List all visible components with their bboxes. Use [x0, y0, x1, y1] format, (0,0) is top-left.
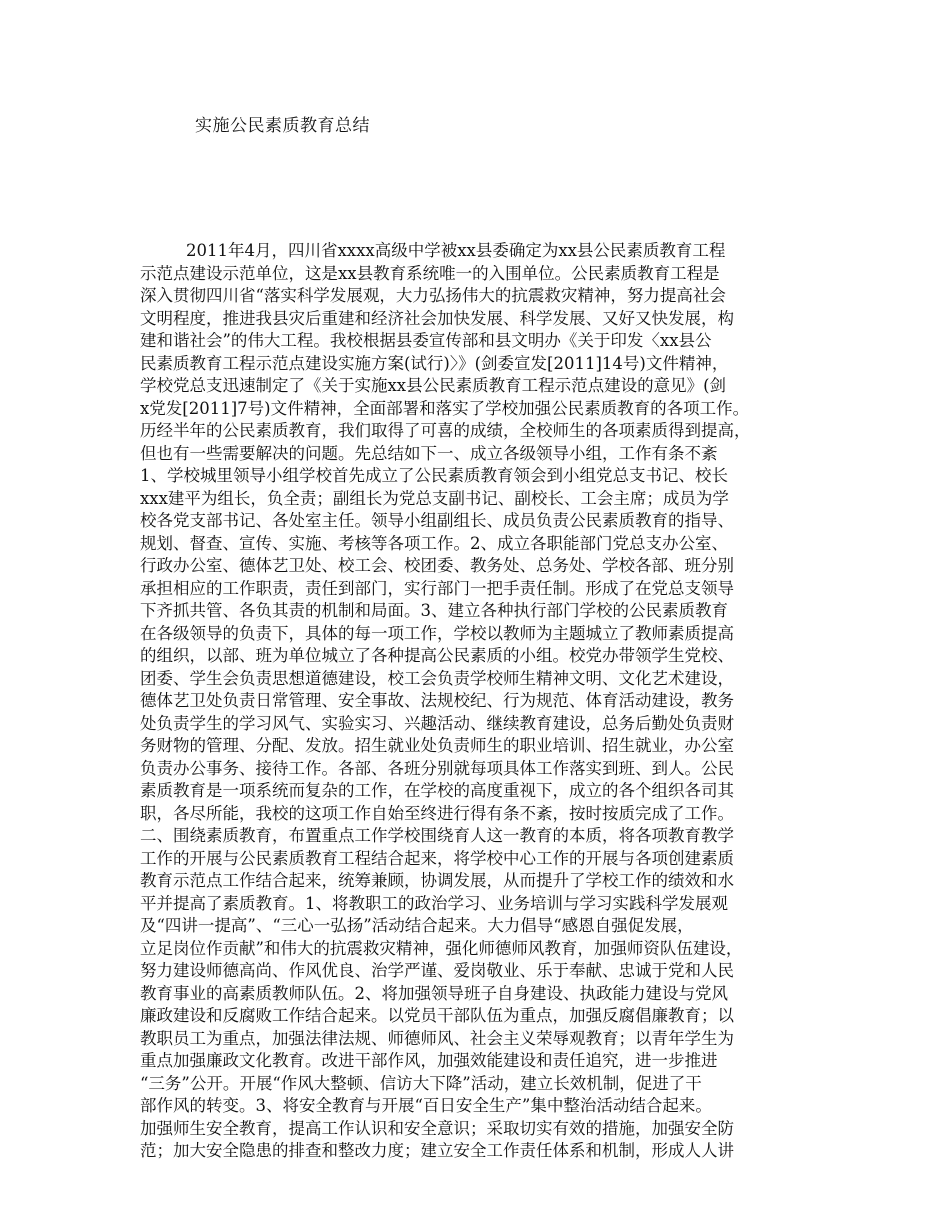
body-text-line: 示范点建设示范单位，这是xx县教育系统唯一的入围单位。公民素质教育工程是 [140, 263, 720, 283]
body-text-line: 在各级领导的负责下，具体的每一项工作，学校以教师为主题城立了教师素质提高 [140, 623, 734, 643]
body-text-line: 及“四讲一提高”、“三心一弘扬”活动结合起来。大力倡导“感恩自强促发展， [140, 916, 694, 935]
document-title: 实施公民素质教育总结 [195, 116, 370, 136]
body-text-line: 但也有一些需要解决的问题。先总结如下一、成立各级领导小组，工作有条不紊 [140, 443, 718, 463]
body-text-line: 民素质教育工程示范点建设实施方案(试行)〉》(剑委宣发[2011]14号)文件精神， [140, 353, 729, 373]
body-text-line: 1、学校城里领导小组学校首先成立了公民素质教育领会到小组党总支书记、校长 [140, 466, 728, 485]
body-text-line: 德体艺卫处负责日常管理、安全事故、法规校纪、行为规范、体育活动建设，教务 [140, 691, 734, 710]
body-text-line: 承担相应的工作职责，责任到部门，实行部门一把手责任制。形成了在党总支领导 [140, 578, 734, 598]
body-text-line: 建和谐社会”的伟大工程。我校根据县委宣传部和县文明办《关于印发〈xx县公 [140, 331, 712, 350]
body-text-line: 历经半年的公民素质教育，我们取得了可喜的成绩，全校师生的各项素质得到提高， [140, 421, 751, 440]
body-text-line: 规划、督查、宣传、实施、考核等各项工作。2、成立各职能部门党总支办公室、 [140, 533, 728, 553]
body-text-line: 工作的开展与公民素质教育工程结合起来，将学校中心工作的开展与各项创建素质 [140, 848, 734, 868]
body-text-line: 行政办公室、德体艺卫处、校工会、校团委、教务处、总务处、学校各部、班分别 [140, 556, 734, 575]
body-text-line: 2011年4月，四川省xxxx高级中学被xx县委确定为xx县公民素质教育工程 [186, 241, 726, 260]
body-text-line: 教育示范点工作结合起来，统筹兼顾，协调发展，从而提升了学校工作的绩效和水 [140, 871, 734, 890]
body-text-line: 校各党支部书记、各处室主任。领导小组副组长、成员负责公民素质教育的指导、 [140, 511, 734, 530]
body-text-line: xxx建平为组长，负全责；副组长为党总支副书记、副校长、工会主席；成员为学 [140, 488, 729, 508]
body-text-line: 务财物的管理、分配、发放。招生就业处负责师生的职业培训、招生就业，办公室 [140, 736, 734, 755]
body-text-line: 教职员工为重点，加强法律法规、师德师风、社会主义荣辱观教育；以青年学生为 [140, 1028, 734, 1048]
body-text-line: 负责办公事务、接待工作。各部、各班分别就每项具体工作落实到班、到人。公民 [140, 758, 734, 778]
body-text-line: 平并提高了素质教育。1、将教职工的政治学习、业务培训与学习实践科学发展观 [140, 893, 728, 913]
body-text-line: 文明程度，推进我县灾后重建和经济社会加快发展、科学发展、又好又快发展，构 [140, 308, 734, 328]
body-text-line: 团委、学生会负责思想道德建设，校工会负责学校师生精神文明、文化艺术建设， [140, 668, 734, 688]
body-text-line: 职，各尽所能，我校的这项工作自始至终进行得有条不紊，按时按质完成了工作。 [140, 803, 734, 823]
body-text-line: “三务”公开。开展“作风大整顿、信访大下降”活动，建立长效机制，促进了干 [140, 1073, 702, 1093]
body-text-line: 下齐抓共管、各负其责的机制和局面。3、建立各种执行部门学校的公民素质教育 [140, 601, 728, 620]
body-text-line: 部作风的转变。3、将安全教育与开展“百日安全生产”集中整治活动结合起来。 [140, 1096, 712, 1115]
document-body [140, 240, 830, 1163]
body-text-line: 范；加大安全隐患的排查和整改力度；建立安全工作责任体系和机制，形成人人讲 [140, 1141, 734, 1160]
body-text-line: 努力建设师德高尚、作风优良、治学严谨、爱岗敬业、乐于奉献、忠诚于党和人民 [140, 961, 734, 980]
body-text-line: 二、围绕素质教育，布置重点工作学校围绕育人这一教育的本质，将各项教育教学 [140, 826, 734, 845]
body-text-line: 处负责学生的学习风气、实验实习、兴趣活动、继续教育建设，总务后勤处负责财 [140, 713, 734, 733]
body-text-line: x党发[2011]7号)文件精神，全面部署和落实了学校加强公民素质教育的各项工作。 [140, 398, 750, 418]
body-text-line: 的组织，以部、班为单位城立了各种提高公民素质的小组。校党办带领学生党校、 [140, 646, 734, 665]
body-text-line: 深入贯彻四川省“落实科学发展观，大力弘扬伟大的抗震救灾精神，努力提高社会 [140, 286, 726, 305]
body-text-line: 重点加强廉政文化教育。改进干部作风，加强效能建设和责任追究，进一步推进 [140, 1051, 718, 1070]
body-text-line: 廉政建设和反腐败工作结合起来。以党员干部队伍为重点，加强反腐倡廉教育；以 [140, 1006, 734, 1025]
body-text-line: 立足岗位作贡献”和伟大的抗震救灾精神，强化师德师风教育，加强师资队伍建设， [140, 938, 743, 958]
body-text-line: 加强师生安全教育，提高工作认识和安全意识；采取切实有效的措施，加强安全防 [140, 1118, 734, 1138]
body-text-line: 素质教育是一项系统而复杂的工作，在学校的高度重视下，成立的各个组织各司其 [140, 781, 734, 800]
body-text-line: 教育事业的高素质教师队伍。2、将加强领导班子自身建设、执政能力建设与党风 [140, 983, 728, 1003]
body-text-line: 学校党总支迅速制定了《关于实施xx县公民素质教育工程示范点建设的意见》(剑 [140, 376, 727, 395]
